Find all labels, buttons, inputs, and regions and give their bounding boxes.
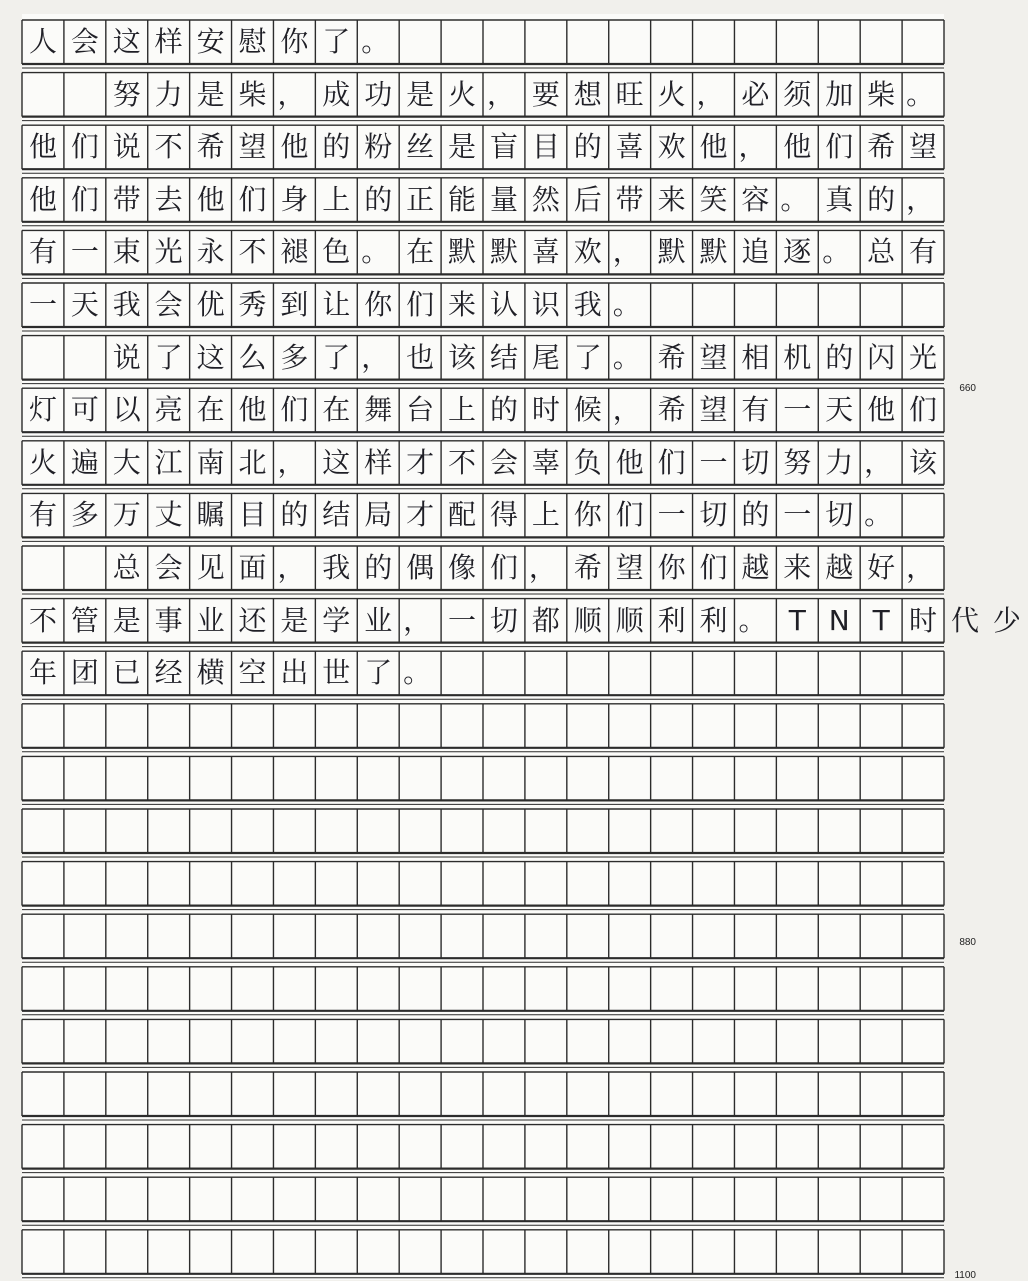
grid-char: 慰 bbox=[238, 25, 267, 58]
grid-char: 的 bbox=[280, 498, 309, 532]
grid-char: 想 bbox=[573, 77, 602, 111]
grid-char: 么 bbox=[238, 340, 267, 374]
grid-char: 一 bbox=[28, 288, 57, 321]
grid-char: 默 bbox=[657, 235, 686, 269]
grid-char: 力 bbox=[154, 77, 183, 111]
grid-char: 们 bbox=[489, 551, 518, 584]
grid-char: 的 bbox=[364, 182, 393, 216]
grid-char: 们 bbox=[615, 498, 644, 532]
word-count-1100: 1100 bbox=[954, 1270, 976, 1281]
grid-char: 像 bbox=[448, 551, 477, 584]
grid-char: 必 bbox=[741, 77, 770, 111]
grid-char: 欢 bbox=[657, 130, 686, 164]
grid-char: 褪 bbox=[280, 235, 309, 269]
grid-char: 时 bbox=[531, 393, 560, 427]
grid-char: 火 bbox=[448, 77, 477, 111]
grid-char: 多 bbox=[70, 498, 99, 532]
grid-char: 业 bbox=[196, 603, 225, 637]
grid-char: 越 bbox=[825, 551, 854, 584]
grid-char: ， bbox=[612, 235, 641, 269]
grid-char: 出 bbox=[280, 656, 309, 690]
grid-char: 加 bbox=[825, 77, 854, 111]
grid-char: 好 bbox=[867, 551, 896, 584]
grid-char: 他 bbox=[196, 182, 225, 216]
grid-char: 要 bbox=[531, 77, 560, 111]
grid-char: 的 bbox=[322, 130, 351, 164]
grid-char: 遍 bbox=[70, 445, 99, 479]
grid-char: 我 bbox=[112, 288, 141, 321]
grid-char: 。 bbox=[403, 656, 432, 690]
grid-char: 局 bbox=[364, 498, 393, 532]
grid-char: 容 bbox=[741, 182, 770, 216]
grid-char: 相 bbox=[741, 340, 770, 374]
grid-char: 们 bbox=[280, 393, 309, 427]
grid-char: 还 bbox=[238, 603, 267, 637]
grid-char: 安 bbox=[196, 25, 225, 58]
grid-char: 上 bbox=[448, 393, 477, 427]
grid-char: 越 bbox=[741, 551, 770, 584]
grid-char: 该 bbox=[448, 340, 477, 374]
grid-char: 你 bbox=[657, 551, 686, 584]
grid-char: 他 bbox=[615, 445, 644, 479]
grid-char: 希 bbox=[573, 551, 602, 584]
grid-char: 秀 bbox=[238, 288, 267, 321]
grid-char: 正 bbox=[406, 182, 435, 216]
grid-char: 他 bbox=[699, 130, 728, 164]
grid-char: 南 bbox=[196, 445, 225, 479]
grid-char: 目 bbox=[238, 498, 267, 532]
grid-char: 会 bbox=[154, 288, 183, 321]
grid-char: 不 bbox=[154, 130, 183, 164]
grid-char: 都 bbox=[531, 603, 560, 637]
grid-char: 切 bbox=[489, 603, 518, 637]
grid-char: 的 bbox=[741, 498, 770, 532]
grid-char: 们 bbox=[909, 393, 938, 427]
grid-char: 在 bbox=[406, 235, 435, 269]
grid-char: 的 bbox=[573, 130, 602, 164]
grid-char: ， bbox=[528, 551, 557, 584]
grid-char: 他 bbox=[867, 393, 896, 427]
grid-char: 一 bbox=[657, 498, 686, 532]
grid-char: N bbox=[828, 603, 850, 637]
grid-char: 可 bbox=[70, 393, 99, 427]
grid-char: 真 bbox=[825, 182, 854, 216]
grid-char: 这 bbox=[196, 340, 225, 374]
grid-char: 你 bbox=[280, 25, 309, 58]
grid-char: 须 bbox=[783, 77, 812, 111]
grid-char: 后 bbox=[573, 182, 602, 216]
grid-char: 们 bbox=[70, 130, 99, 164]
grid-char: 是 bbox=[406, 77, 435, 111]
grid-char: 你 bbox=[364, 288, 393, 321]
grid-char: 才 bbox=[406, 445, 435, 479]
grid-char: 。 bbox=[612, 340, 641, 374]
grid-char: 不 bbox=[238, 235, 267, 269]
grid-char: 不 bbox=[28, 603, 57, 637]
grid-char: 业 bbox=[364, 603, 393, 637]
grid-char: 了 bbox=[364, 656, 393, 690]
grid-char: 会 bbox=[489, 445, 518, 479]
grid-char: 年 bbox=[28, 656, 57, 690]
grid-char: 了 bbox=[154, 340, 183, 374]
grid-char: 一 bbox=[70, 235, 99, 269]
grid-char: 顺 bbox=[573, 603, 602, 637]
grid-char: 台 bbox=[406, 393, 435, 427]
grid-char: 负 bbox=[573, 445, 602, 479]
grid-char: 优 bbox=[196, 288, 225, 321]
grid-char: 们 bbox=[699, 551, 728, 584]
grid-char: 功 bbox=[364, 77, 393, 111]
grid-char: 了 bbox=[322, 25, 351, 58]
grid-char: 能 bbox=[448, 182, 477, 216]
grid-char: 是 bbox=[280, 603, 309, 637]
grid-char: T bbox=[788, 603, 806, 637]
grid-char: 光 bbox=[154, 235, 183, 269]
grid-char: 努 bbox=[112, 77, 141, 111]
grid-char: 欢 bbox=[573, 235, 602, 269]
grid-char: 量 bbox=[489, 182, 518, 216]
grid-char: 天 bbox=[70, 288, 99, 321]
grid-char: 光 bbox=[909, 340, 938, 374]
grid-char: 亮 bbox=[154, 393, 183, 427]
grid-char: 来 bbox=[783, 551, 812, 584]
grid-char: 身 bbox=[280, 182, 309, 216]
grid-char: 。 bbox=[361, 25, 390, 58]
grid-char: 结 bbox=[322, 498, 351, 532]
grid-char: 。 bbox=[780, 182, 809, 216]
grid-char: 一 bbox=[699, 445, 728, 479]
grid-char: 努 bbox=[783, 445, 812, 479]
grid-char: ， bbox=[277, 445, 306, 479]
grid-char: 了 bbox=[322, 340, 351, 374]
grid-char: 江 bbox=[154, 445, 183, 479]
grid-char: 有 bbox=[28, 498, 57, 532]
grid-char: 他 bbox=[28, 182, 57, 216]
grid-char: 样 bbox=[154, 25, 183, 58]
grid-char: 代 bbox=[950, 603, 979, 637]
grid-char: 是 bbox=[112, 603, 141, 637]
grid-char: 在 bbox=[322, 393, 351, 427]
grid-char: 辜 bbox=[531, 445, 560, 479]
grid-char: 事 bbox=[154, 603, 183, 637]
grid-char: 成 bbox=[322, 77, 351, 111]
grid-char: 见 bbox=[196, 551, 225, 584]
grid-char: 团 bbox=[70, 656, 99, 690]
grid-char: 的 bbox=[364, 551, 393, 584]
grid-char: 结 bbox=[489, 340, 518, 374]
grid-char: 人 bbox=[28, 25, 57, 58]
grid-char: 舞 bbox=[364, 393, 393, 427]
grid-char: 样 bbox=[364, 445, 393, 479]
grid-char: 让 bbox=[322, 288, 351, 321]
grid-char: 经 bbox=[154, 656, 183, 690]
grid-char: 空 bbox=[238, 656, 267, 690]
grid-char: 一 bbox=[783, 393, 812, 427]
grid-char: ， bbox=[906, 182, 935, 216]
grid-char: 我 bbox=[573, 288, 602, 321]
grid-char: 希 bbox=[867, 130, 896, 164]
grid-char: 火 bbox=[657, 77, 686, 111]
grid-char: 火 bbox=[28, 445, 57, 479]
grid-char: 。 bbox=[906, 77, 935, 111]
grid-char: 识 bbox=[531, 288, 560, 321]
grid-char: 默 bbox=[489, 235, 518, 269]
grid-char: ， bbox=[612, 393, 641, 427]
word-count-660: 660 bbox=[959, 383, 976, 394]
grid-char: 已 bbox=[112, 656, 141, 690]
grid-char: 柴 bbox=[867, 77, 896, 111]
grid-char: ， bbox=[487, 77, 516, 111]
grid-char: 的 bbox=[867, 182, 896, 216]
grid-char: 到 bbox=[280, 288, 309, 321]
grid-char: 说 bbox=[112, 130, 141, 164]
grid-char: 多 bbox=[280, 340, 309, 374]
grid-char: 带 bbox=[615, 182, 644, 216]
grid-char: 。 bbox=[864, 498, 893, 532]
grid-char: 总 bbox=[112, 551, 141, 584]
grid-char: T bbox=[872, 603, 890, 637]
grid-char: 。 bbox=[612, 288, 641, 321]
grid-char: 目 bbox=[531, 130, 560, 164]
grid-char: 少 bbox=[992, 603, 1021, 637]
grid-char: 管 bbox=[70, 603, 99, 637]
grid-char: 了 bbox=[573, 340, 602, 374]
grid-char: 切 bbox=[699, 498, 728, 532]
grid-char: 望 bbox=[699, 340, 728, 374]
grid-char: 闪 bbox=[867, 340, 896, 374]
grid-char: 这 bbox=[322, 445, 351, 479]
grid-char: 。 bbox=[738, 603, 767, 637]
grid-char: 他 bbox=[280, 130, 309, 164]
word-count-880: 880 bbox=[959, 937, 976, 948]
grid-char: 才 bbox=[406, 498, 435, 532]
grid-char: 说 bbox=[112, 340, 141, 374]
grid-char: 。 bbox=[822, 235, 851, 269]
grid-char: 配 bbox=[448, 498, 477, 532]
grid-char: 的 bbox=[825, 340, 854, 374]
grid-char: 是 bbox=[196, 77, 225, 111]
grid-char: 得 bbox=[489, 498, 518, 532]
grid-char: 切 bbox=[825, 498, 854, 532]
grid-char: 是 bbox=[448, 130, 477, 164]
grid-char: 望 bbox=[615, 551, 644, 584]
grid-char: 瞩 bbox=[196, 498, 225, 532]
grid-char: 来 bbox=[657, 182, 686, 216]
grid-char: 喜 bbox=[531, 235, 560, 269]
grid-char: ， bbox=[277, 77, 306, 111]
grid-char: 北 bbox=[238, 445, 267, 479]
grid-char: 希 bbox=[657, 393, 686, 427]
grid-char: 喜 bbox=[615, 130, 644, 164]
grid-char: 会 bbox=[70, 25, 99, 58]
grid-char: 上 bbox=[322, 182, 351, 216]
grid-char: 笑 bbox=[699, 182, 728, 216]
grid-char: 希 bbox=[196, 130, 225, 164]
grid-char: ， bbox=[696, 77, 725, 111]
grid-char: 们 bbox=[70, 182, 99, 216]
grid-char: 然 bbox=[531, 182, 560, 216]
grid-char: 们 bbox=[406, 288, 435, 321]
grid-char: 一 bbox=[783, 498, 812, 532]
grid-char: 顺 bbox=[615, 603, 644, 637]
grid-char: 粉 bbox=[364, 130, 393, 164]
grid-char: 力 bbox=[825, 445, 854, 479]
grid-char: 利 bbox=[657, 603, 686, 637]
grid-char: 候 bbox=[573, 393, 602, 427]
grid-char: 丝 bbox=[406, 130, 435, 164]
grid-char: ， bbox=[361, 340, 390, 374]
grid-char: 一 bbox=[448, 603, 477, 637]
grid-char: 来 bbox=[448, 288, 477, 321]
grid-char: 默 bbox=[699, 235, 728, 269]
grid-char: 有 bbox=[28, 235, 57, 269]
grid-char: 丈 bbox=[154, 498, 183, 532]
grid-char: 不 bbox=[448, 445, 477, 479]
grid-char: 追 bbox=[741, 235, 770, 269]
grid-char: 切 bbox=[741, 445, 770, 479]
grid-char: 去 bbox=[154, 182, 183, 216]
grid-char: 他 bbox=[28, 130, 57, 164]
grid-char: 总 bbox=[867, 235, 896, 269]
grid-char: 他 bbox=[783, 130, 812, 164]
grid-char: 天 bbox=[825, 393, 854, 427]
grid-char: 们 bbox=[657, 445, 686, 479]
grid-char: 大 bbox=[112, 445, 141, 479]
grid-char: ， bbox=[403, 603, 432, 637]
grid-char: 尾 bbox=[531, 340, 560, 374]
grid-char: 世 bbox=[322, 656, 351, 690]
grid-char: 柴 bbox=[238, 77, 267, 111]
grid-char: 有 bbox=[741, 393, 770, 427]
grid-char: 在 bbox=[196, 393, 225, 427]
grid-char: 也 bbox=[406, 340, 435, 374]
grid-char: 该 bbox=[909, 445, 938, 479]
grid-char: 会 bbox=[154, 551, 183, 584]
grid-char: 利 bbox=[699, 603, 728, 637]
grid-char: 他 bbox=[238, 393, 267, 427]
grid-char: 永 bbox=[196, 235, 225, 269]
grid-char: 们 bbox=[825, 130, 854, 164]
grid-char: 上 bbox=[531, 498, 560, 532]
grid-char: 的 bbox=[489, 393, 518, 427]
grid-char: 望 bbox=[909, 130, 938, 164]
grid-char: 有 bbox=[909, 235, 938, 269]
grid-char: 我 bbox=[322, 551, 351, 584]
grid-char: 色 bbox=[322, 235, 351, 269]
grid-char: 默 bbox=[448, 235, 477, 269]
grid-char: 带 bbox=[112, 182, 141, 216]
grid-char: 灯 bbox=[28, 393, 57, 427]
grid-char: ， bbox=[864, 445, 893, 479]
grid-char: 认 bbox=[489, 288, 518, 321]
grid-char: ， bbox=[277, 551, 306, 584]
grid-char: 偶 bbox=[406, 551, 435, 584]
grid-char: 束 bbox=[112, 235, 141, 269]
grid-char: 这 bbox=[112, 25, 141, 58]
grid-char: 面 bbox=[238, 551, 267, 584]
grid-char: 逐 bbox=[783, 235, 812, 269]
grid-char: 你 bbox=[573, 498, 602, 532]
grid-char: 希 bbox=[657, 340, 686, 374]
grid-char: 盲 bbox=[489, 130, 518, 164]
grid-char: 望 bbox=[238, 130, 267, 164]
grid-char: ， bbox=[906, 551, 935, 584]
grid-char: 横 bbox=[196, 656, 225, 690]
grid-char: 万 bbox=[112, 498, 141, 532]
grid-char: 以 bbox=[112, 393, 141, 427]
grid-char: 学 bbox=[322, 603, 351, 637]
grid-char: 望 bbox=[699, 393, 728, 427]
grid-char: 们 bbox=[238, 182, 267, 216]
grid-char: ， bbox=[738, 130, 767, 164]
grid-char: 旺 bbox=[615, 77, 644, 111]
grid-char: 时 bbox=[909, 603, 938, 637]
grid-char: 。 bbox=[361, 235, 390, 269]
grid-char: 机 bbox=[783, 340, 812, 374]
